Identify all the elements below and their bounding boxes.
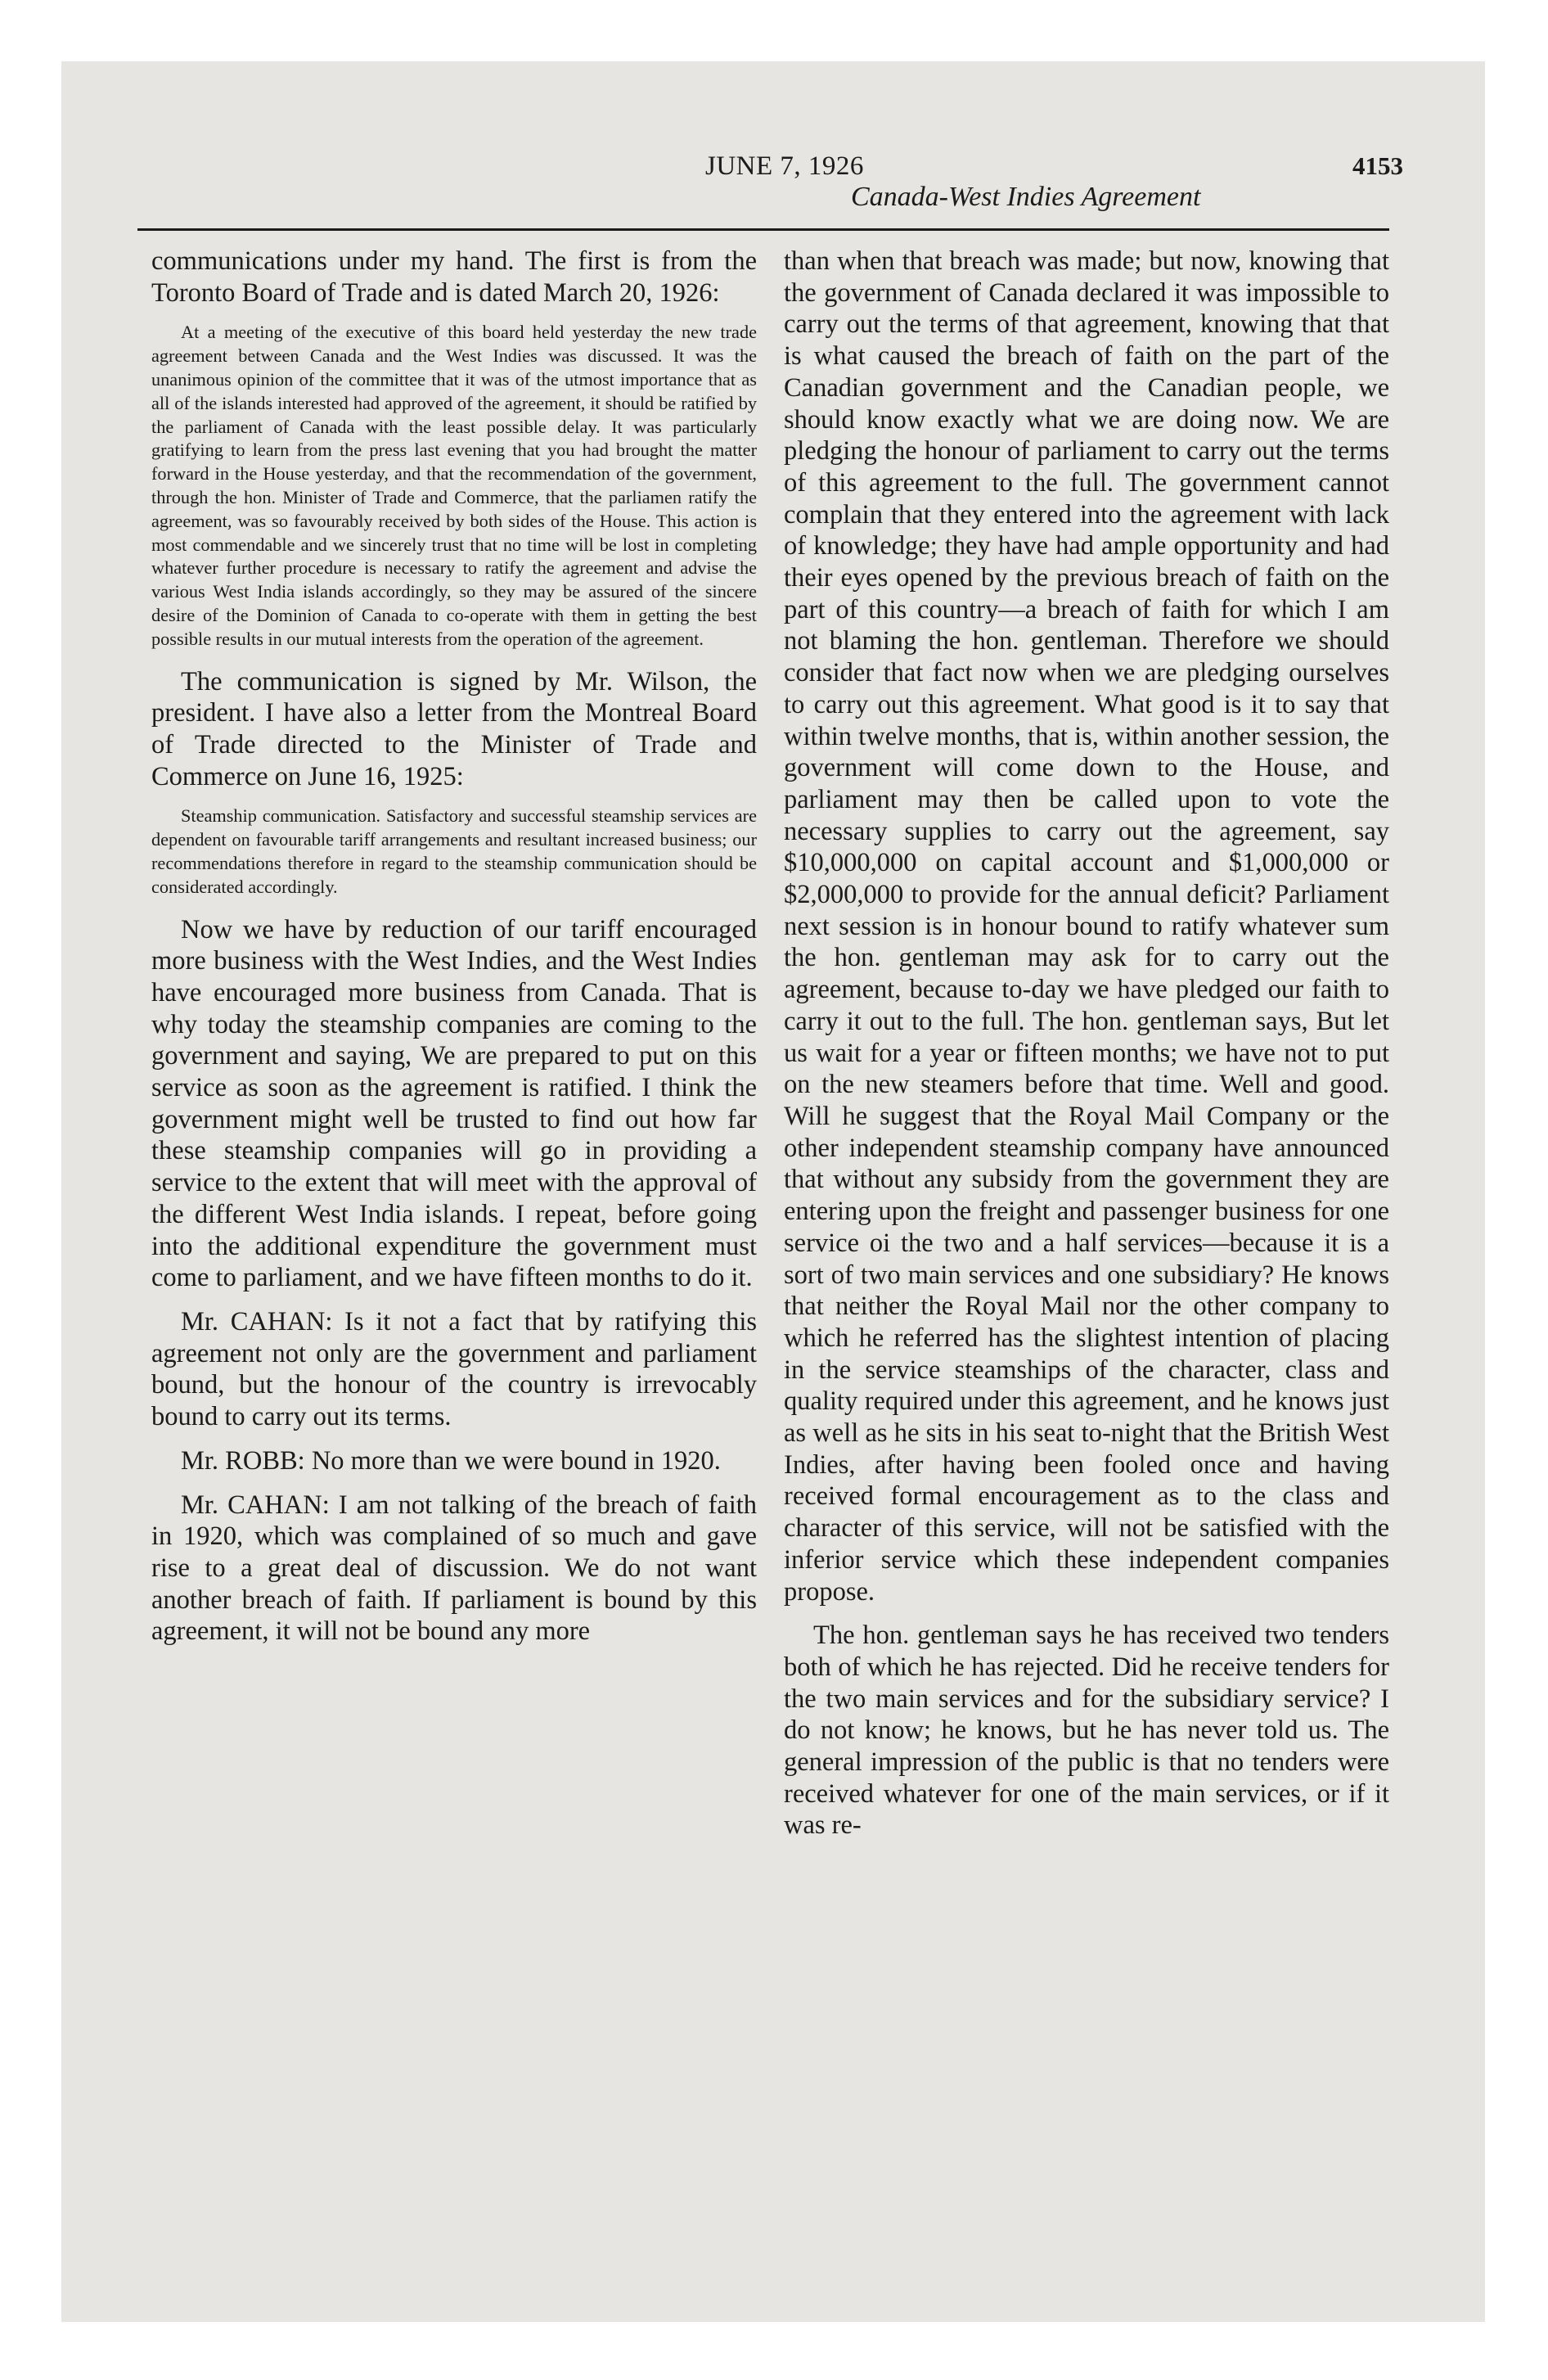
right-column [784,246,1389,1854]
left-column [151,246,757,1660]
paragraph: The communication is signed by Mr. Wilson, the president. I have also a letter from the Montreal Board of Trade directed to the Minister of Trade and Commerce on June 16, 1925: [151,666,757,791]
paragraph: Now we have by reduction of our tariff encouraged more business with the West Indies, and the West Indies have encouraged more business from Canada. That is why today the steamship companies are coming to the government and saying, We are prepared to put on this service as soon as the agreement is ratified. I think the government might well be trusted to find out how far these steamship companies will go in providing a service to the extent that will meet with the approval of the different West India islands. I repeat, before going into the additional expenditure the government must come to parliament, and we have fifteen months to do it. [151,914,757,1293]
paragraph: communications under my hand. The first is from the Toronto Board of Trade and is dated March 20, 1926: [151,246,757,308]
header-date: JUNE 7, 1926 [705,151,864,181]
paragraph: than when that breach was made; but now, knowing that the government of Canada declared it was impossible to carry out the terms of that agreement, knowing that that is what caused the breach of faith on the part of the Canadian government and the Canadian people, we should know exactly what we are doing now. We are pledging the honour of parliament to carry out the terms of this agreement to the full. The government cannot complain that they entered into the agreement with lack of knowledge; they have had ample opportunity and had their eyes opened by the previous breach of faith on the part of this country—a breach of faith for which I am not blaming the hon. gentleman. Therefore we should consider that fact now when we are pledging ourselves to carry out this agreement. What good is it to say that within twelve months, that is, within another session, the government will come down to the House, and parliament may then be called upon to vote the necessary supplies to carry out the agreement, say $10,000,000 on capital account and $1,000,000 or $2,000,000 to provide for the annual deficit? Parliament next session is in honour bound to ratify whatever sum the hon. gentleman may ask for to carry out the agreement, because to-day we have pledged our faith to carry it out to the full. The hon. gentleman says, But let us wait for a year or fifteen months; we have not to put on the new steamers before that time. Well and good. Will he suggest that the Royal Mail Company or the other independent steamship company have announced that without any subsidy from the government they are entering upon the freight and passenger business for one service oi the two and a half services—because it is a sort of two main services and one subsidiary? He knows that neither the Royal Mail nor the other company to which he referred has the slightest intention of placing in the service steamships of the character, class and quality required under this agreement, and he knows just as well as he sits in his seat to-night that the British West Indies, after having been fooled once and having received formal encouragement as to the class and character of this service, will not be satisfied with the inferior service which these independent companies propose. [784,246,1389,1607]
speech-robb: Mr. ROBB: No more than we were bound in 1920. [181,1445,721,1476]
speech-cahan: Mr. CAHAN: Is it not a fact that by ratifying this agreement not only are the government and parliament bound, but the honour of the country is irrevocably bound to carry out its terms. [151,1307,757,1432]
speech-cahan: Mr. CAHAN: I am not talking of the breach of faith in 1920, which was complained of so much and gave rise to a great deal of discussion. We do not want another breach of faith. If parliament is bound by this agreement, it will not be bound any more [151,1490,757,1647]
quoted-letter: At a meeting of the executive of this board held yesterday the new trade agreement between Canada and the West Indies was discussed. It was the unanimous opinion of the committee that it was of the utmost importance that as all of the islands interested had approved of the agreement, it should be ratified by the parliament of Canada with the least possible delay. It was particularly gratifying to learn from the press last evening that you had brought the matter forward in the House yesterday, and that the recommendation of the government, through the hon. Minister of Trade and Commerce, that the parliamen ratify the agreement, was so favourably received by both sides of the House. This action is most commendable and we sincerely trust that no time will be lost in completing whatever further procedure is necessary to ratify the agreement and advise the various West India islands accordingly, so they may be assured of the sincere desire of the Dominion of Canada to co-operate with them in getting the best possible results in our mutual interests from the operation of the agreement. [151,322,757,649]
quoted-letter: Steamship communication. Satisfactory and successful steamship services are dependent on favourable tariff arrangements and resultant increased business; our recommendations therefore in regard to the steamship communication should be considerated accordingly. [151,805,757,897]
header-rule [137,228,1389,231]
paragraph: The hon. gentleman says he has received two tenders both of which he has rejected. Did he receive tenders for the two main services and for the subsidiary service? I do not know; he knows, but he has never told us. The general impression of the public is that no tenders were received whatever for one of the main services, or if it was re- [784,1620,1389,1841]
header-subtitle: Canada-West Indies Agreement [851,182,1201,212]
page-number: 4153 [1352,151,1403,180]
